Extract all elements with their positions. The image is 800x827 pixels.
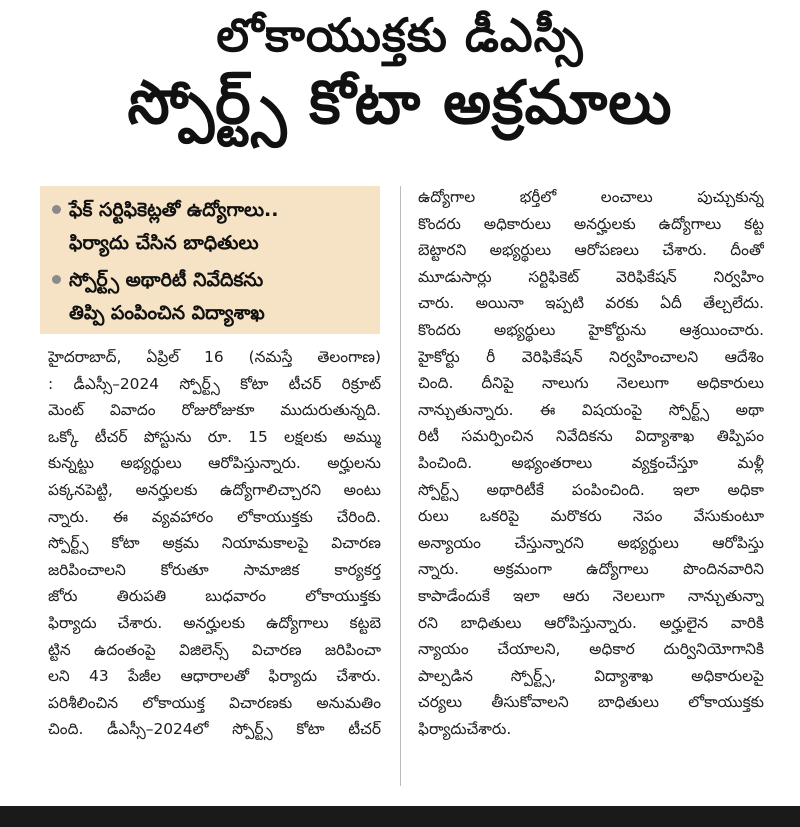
article-line: : డీఎస్సీ–2024 స్పోర్ట్స్ కోటా టీచర్ రిక్రూట్	[48, 374, 381, 393]
article-line: జరిపించాలని కోరుతూ సామాజిక కార్యకర్త	[48, 560, 381, 579]
bullet-icon	[52, 205, 61, 214]
article-line: రులు ఒకరిపై మరొకరు నెపం వేసుకుంటూ	[418, 507, 764, 526]
article-line: న్నారు. ఈ వ్యవహారం లోకాయుక్తకు చేరింది.	[48, 507, 381, 526]
bottom-border-bar	[0, 806, 800, 827]
article-line: ఒక్కో టీచర్ పోస్టును రూ. 15 లక్షలకు అమ్ము	[48, 427, 381, 446]
article-line: న్యాయం చేయాలని, అధికార దుర్వినియోగానికి	[418, 640, 764, 659]
summary-point-text: స్పోర్ట్స్ అథారిటీ నివేదికను తిప్పి పంపించిన విద్యాశాఖ	[69, 269, 265, 324]
headline-line-2: స్పోర్ట్స్ కోటా అక్రమాలు	[127, 68, 673, 138]
article-paragraph-right	[418, 184, 764, 742]
article-line: కొందరు అభ్యర్థులు హైకోర్టును ఆశ్రయించారు.	[418, 320, 764, 339]
article-line: కాపాడేందుకే ఇలా ఆరు నెలలుగా నాన్చుతున్నా	[418, 586, 764, 605]
article-line: రని బాధితులు ఆరోపిస్తున్నారు. అర్హులైన వారికి	[418, 613, 764, 632]
article-line: జోరు తిరుపతి బుధవారం లోకాయుక్తకు	[48, 587, 381, 606]
article-paragraph-left	[48, 344, 381, 743]
article-line: కున్నట్టు అభ్యర్థులు ఆరోపిస్తున్నారు. అర్హులను	[48, 454, 381, 473]
article-body-left-column	[48, 344, 381, 743]
article-line: నాన్చుతున్నారు. ఈ విషయంపై స్పోర్ట్స్ అథా	[418, 400, 764, 419]
article-line: చింది. దీనిపై నాలుగు నెలలుగా అధికారులు	[418, 374, 764, 393]
headline-line-1: లోకాయుక్తకు డీఎస్సీ	[216, 8, 584, 62]
article-line: రిటీ సమర్పించిన నివేదికను విద్యాశాఖ తిప్పిపం	[418, 427, 764, 446]
summary-point-1	[52, 194, 372, 260]
article-line: స్పోర్ట్స్ అథారిటీకే పంపించింది. ఇలా అధికా	[418, 480, 764, 499]
article-line: బెట్టారని అభ్యర్థులు ఆరోపణలు చేశారు. దీంతో	[418, 241, 764, 260]
article-line: చర్యలు తీసుకోవాలని బాధితులు లోకాయుక్తకు	[418, 693, 764, 712]
bullet-icon	[52, 275, 61, 284]
article-line: స్పోర్ట్స్ కోటా అక్రమ నియామకాలపై విచారణ	[48, 534, 381, 553]
article-line: కొందరు అధికారులు అనర్హులకు ఉద్యోగాలు కట్ట	[418, 214, 764, 233]
column-divider	[400, 186, 401, 786]
article-body-right-column	[418, 184, 764, 742]
headline	[0, 6, 800, 142]
article-line-last: ఫిర్యాదుచేశారు.	[418, 719, 512, 738]
article-line: చారు. అయినా ఇప్పటి వరకు ఏదీ తేల్చలేదు.	[418, 294, 764, 313]
article-line: ఉద్యోగాల భర్తీలో లంచాలు పుచ్చుకున్న	[418, 188, 764, 206]
summary-point-text: ఫేక్ సర్టిఫికెట్లతో ఉద్యోగాలు.. ఫిర్యాదు చేసిన బాధితులు	[69, 199, 279, 254]
article-line: హైదరాబాద్, ఏప్రిల్ 16 (నమస్తే తెలంగాణ)	[48, 348, 381, 366]
article-line: పరిశీలించిన లోకాయుక్త విచారణకు అనుమతిం	[48, 693, 381, 712]
article-line: అన్యాయం చేస్తున్నారని అభ్యర్థులు ఆరోపిస్తు	[418, 533, 764, 552]
summary-point-2	[52, 264, 372, 330]
article-line: ఫిర్యాదు చేశారు. అనర్హులకు ఉద్యోగాలు కట్టబె	[48, 613, 381, 632]
summary-box	[40, 186, 380, 334]
article-line: పాల్పడిన స్పోర్ట్స్, విద్యాశాఖ అధికారులపై	[418, 666, 764, 685]
article-line: మెంట్ వివాదం రోజురోజుకూ ముదురుతున్నది.	[48, 401, 381, 420]
article-line: ట్టిన ఉదంతంపై విజిలెన్స్ విచారణ జరిపించా	[48, 640, 381, 659]
article-line: పించింది. అభ్యంతరాలు వ్యక్తంచేస్తూ మళ్లీ	[418, 453, 764, 472]
article-line: లని 43 పేజీల ఆధారాలతో ఫిర్యాదు చేశారు.	[48, 667, 381, 686]
article-line: మూడుసార్లు సర్టిఫికెట్ వెరిఫికేషన్ నిర్వహిం	[418, 267, 764, 286]
article-line: పక్కనపెట్టి, అనర్హులకు ఉద్యోగాలిచ్చారని అంటు	[48, 480, 381, 499]
article-line: హైకోర్టు రీ వెరిఫికేషన్ నిర్వహించాలని ఆదేశిం	[418, 347, 764, 366]
article-line: న్నారు. అక్రమంగా ఉద్యోగాలు పొందినవారిని	[418, 560, 764, 579]
article-line: చింది. డీఎస్సీ–2024లో స్పోర్ట్స్ కోటా టీచర్	[48, 720, 381, 739]
